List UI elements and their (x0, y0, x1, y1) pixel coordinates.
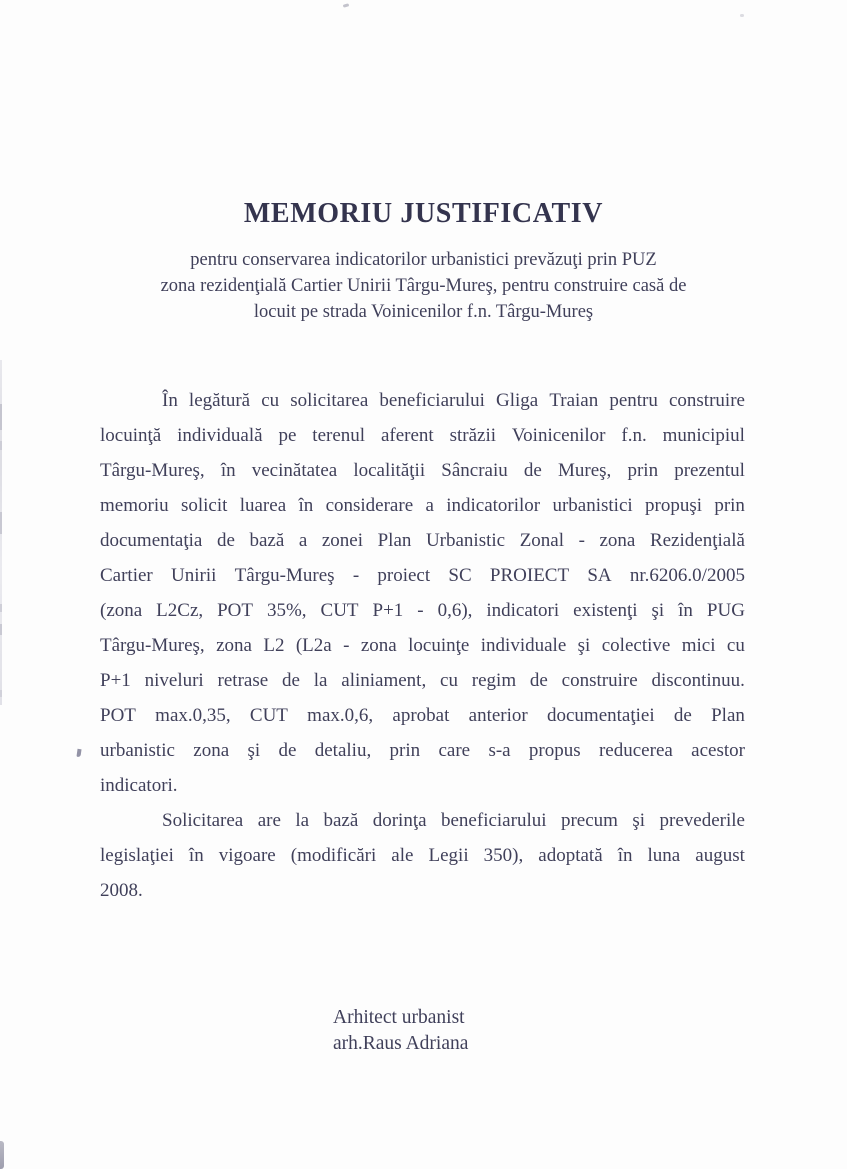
document-subtitle (60, 247, 787, 325)
text-line: locuinţă individuală pe terenul aferent străzii Voinicenilor f.n. municipiul (100, 425, 745, 446)
text-line: pentru conservarea indicatorilor urbanistici prevăzuţi prin PUZ (190, 250, 657, 270)
scan-stray-comma-mark (76, 749, 81, 757)
signature-block (333, 1005, 468, 1057)
body-paragraph-2 (100, 803, 745, 908)
text-line: legislaţiei în vigoare (modificări ale Legii 350), adoptată în luna august (100, 845, 745, 866)
document-body (100, 383, 745, 908)
body-paragraph-1 (100, 383, 745, 803)
signature-role: Arhitect urbanist (333, 1007, 465, 1028)
text-line: POT max.0,35, CUT max.0,6, aprobat anterior documentaţiei de Plan (100, 705, 745, 726)
text-line: În legătură cu solicitarea beneficiarului Gliga Traian pentru construire (162, 390, 745, 411)
text-line: locuit pe strada Voinicenilor f.n. Târgu-Mureş (253, 302, 594, 322)
text-line: Târgu-Mureş, zona L2 (L2a - zona locuinţe individuale şi colective mici cu (100, 635, 745, 656)
text-line: 2008. (100, 880, 143, 901)
scan-speck-top-center (343, 3, 350, 7)
text-line: zona rezidenţială Cartier Unirii Târgu-Mureş, pentru construire casă de (160, 276, 687, 296)
text-line: Solicitarea are la bază dorinţa beneficiarului precum şi prevederile (162, 810, 745, 831)
scan-speck-top-right (740, 14, 744, 17)
scan-edge-mark (0, 604, 2, 612)
text-line: P+1 niveluri retrase de la aliniament, cu regim de construire discontinuu. (100, 670, 745, 691)
scan-edge-mark (0, 669, 2, 678)
text-line: Târgu-Mureş, în vecinătatea localităţii Sâncraiu de Mureş, prin prezentul (100, 460, 745, 481)
text-line: (zona L2Cz, POT 35%, CUT P+1 - 0,6), indicatori existenţi şi în PUG (100, 600, 745, 621)
text-line: urbanistic zona şi de detaliu, prin care s-a propus reducerea acestor (100, 740, 745, 761)
text-line: indicatori. (100, 775, 178, 796)
scan-edge-strip (0, 360, 2, 705)
text-line: Cartier Unirii Târgu-Mureş - proiect SC PROIECT SA nr.6206.0/2005 (100, 565, 745, 586)
scan-edge-mark (0, 690, 2, 697)
signature-name: arh.Raus Adriana (333, 1033, 469, 1054)
scan-edge-mark (0, 512, 2, 534)
scan-edge-mark (0, 404, 2, 430)
scan-corner-mark (0, 1141, 4, 1169)
text-line: memoriu solicit luarea în considerare a indicatorilor urbanistici propuşi prin (100, 495, 745, 516)
scan-edge-mark (0, 441, 2, 450)
scan-edge-mark (0, 624, 2, 635)
document-title: MEMORIU JUSTIFICATIV (243, 198, 604, 229)
text-line: documentaţia de bază a zonei Plan Urbanistic Zonal - zona Rezidenţială (100, 530, 745, 551)
